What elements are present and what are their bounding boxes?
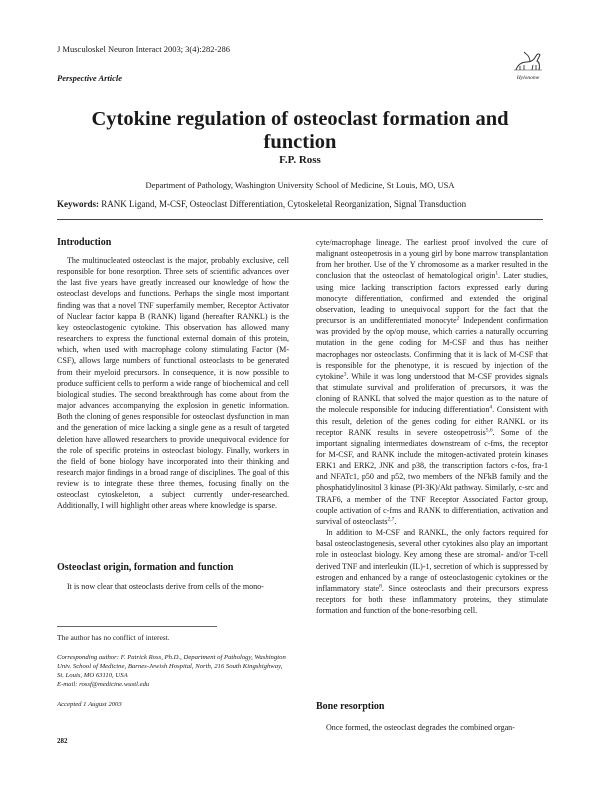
citation: 8 xyxy=(379,583,382,590)
conflict-statement: The author has no conflict of interest. xyxy=(57,633,170,642)
citation: 4 xyxy=(489,404,493,411)
resorption-text xyxy=(316,722,548,733)
footnote-divider xyxy=(57,626,217,627)
email: E-mail: rossf@medicine.wustl.edu xyxy=(57,681,150,688)
logo-text: Hylonome xyxy=(516,75,540,81)
corresponding-address: Corresponding author: F. Patrick Ross, Ph.D., Department of Pathology, Washington Univ. School of Medicine, Barnes-Jewish Hospital, North, 216 South Kingshighway, St. Louis, MO 63110, USA xyxy=(57,654,286,679)
text-run: cyte/macrophage lineage. The earliest proof involved the cure of malignant osteopetrosis in a young girl by bone marrow transplantation from her brother. Use of the Y chromosome as a marker resulted in the conclusion that the osteoclast of hematological origin xyxy=(316,238,548,281)
citation: 2 xyxy=(456,315,460,322)
section-heading-osteoclast-origin: Osteoclast origin, formation and function xyxy=(57,562,234,573)
article-title: Cytokine regulation of osteoclast formation and function xyxy=(91,108,509,153)
centaur-logo-icon xyxy=(508,48,548,76)
right-column-text xyxy=(316,237,548,616)
corresponding-author xyxy=(57,653,289,689)
keywords-label: Keywords: xyxy=(57,199,99,209)
text-run: . Since osteoclasts and their precursors express receptors for both these inflammatory proteins, they stimulate formation and function of the bone-resorbing cell. xyxy=(316,583,548,616)
citation: 1 xyxy=(495,270,499,277)
article-type: Perspective Article xyxy=(57,73,123,83)
paragraph: Once formed, the osteoclast degrades the combined organ- xyxy=(326,723,515,732)
author: F.P. Ross xyxy=(279,154,321,166)
paragraph xyxy=(316,237,548,527)
keywords xyxy=(57,199,543,209)
section-heading-bone-resorption: Bone resorption xyxy=(316,701,385,712)
paragraph: It is now clear that osteoclasts derive from cells of the mono- xyxy=(67,582,264,591)
citation: 2,7 xyxy=(387,516,395,523)
text-run: In addition to M-CSF and RANKL, the only factors required for basal osteoclastogenesis, several other cytokines also play an important role in osteoclast biology. Key among these are stromal- and/or T-cell derived TNF and interleukin (IL)-1, secretion of which is suppressed by estrogen and enhanced by a range of osteoclastogenic cytokines or the inflammatory state xyxy=(316,528,548,593)
text-run: . Some of the important signaling intermediates downstream of c-fms, the receptor for M-CSF, and RANK include the mitogen-activated protein kinases ERK1 and ERK2, JNK and p38, the transcription factors c-fos, fra-1 and NFATc1, p50 and p52, two members of the NFkB family and the phosphatidylinositol 3 kinase (PI-3K)/Akt pathway. Similarly, c-src and TRAF6, a member of the TNF Receptor Associated Factor group, couple activation of c-fms and RANK to differentiation, activation and survival of osteoclasts xyxy=(316,427,548,526)
introduction-text xyxy=(57,255,289,512)
text-run: Independent confirmation was provided by the op/op mouse, which carries a naturally occurring mutation in the gene coding for M-CSF and thus has neither macrophages nor osteoclasts. Confirming that it is lack of M-CSF that is responsible for the phenotype, it is rescued by injection of the cytokine xyxy=(316,316,548,381)
origin-text xyxy=(57,581,289,592)
paragraph: The multinucleated osteoclast is the major, probably exclusive, cell responsible for bone resorption. Three sets of scientific advances over the last five years have greatly increased our knowledge of how the osteoclast develops and functions. Perhaps the single most important finding was that a novel TNF superfamily member, Receptor Activator of Nuclear factor kappa B (RANK) ligand (hereafter RANKL) is the key osteoclastogenic cytokine. This observation has allowed many researchers to express the functional external domain of this protein, which, when used with macrophage colony stimulating Factor (M-CSF), allows large numbers of functional osteoclasts to be generated from their myeloid precursors. In consequence, it is now possible to produce sufficient cells to perform a wide range of biochemical and cell biological studies. The second breakthrough has come about from the major advances accompanying the explosion in genetic information. Both the cloning of genes responsible for osteoclast dysfunction in man and the generation of mice lacking a single gene as a result of targeted deletion have allowed researchers to provide unequivocal evidence for the role of specific proteins in osteoclast biology. Finally, workers in the field of bone biology have incorporated into their thinking and research major findings in a broad range of disciplines. The goal of this review is to integrate these three themes, focusing finally on the osteoclast cytoskeleton, a subject currently under-researched. Additionally, I will highlight other areas where knowledge is sparse. xyxy=(57,256,289,511)
journal-logo xyxy=(508,48,548,84)
section-heading-introduction: Introduction xyxy=(57,237,112,248)
journal-citation: J Musculoskel Neuron Interact 2003; 3(4):282-286 xyxy=(57,44,231,54)
accepted-date: Accepted 1 August 2003 xyxy=(57,701,122,708)
affiliation: Department of Pathology, Washington University School of Medicine, St Louis, MO, USA xyxy=(145,180,455,190)
keywords-text: RANK Ligand, M-CSF, Osteoclast Differentiation, Cytoskeletal Reorganization, Signal Transduction xyxy=(99,199,467,209)
text-run: . Consistent with this result, deletion of the genes coding for either RANKL or its receptor RANK results in severe osteopetrosis xyxy=(316,405,548,437)
text-run: . xyxy=(394,516,397,526)
citation: 5,6 xyxy=(485,426,493,433)
header-divider xyxy=(57,219,543,220)
page-number: 282 xyxy=(57,737,68,745)
paragraph xyxy=(316,527,548,616)
text-run: . While it was long understood that M-CSF provides signals that stimulate survival and proliferation of precursors, it was the cloning of RANKL that solved the major question as to the nature of the molecule responsible for inducing differentiation xyxy=(316,371,548,415)
citation: 3 xyxy=(343,371,347,378)
text-run: . Later studies, using mice lacking transcription factors expressed early during monocyte differentiation, confirmed and extended the original observation, leading to unequivocal support for the fact that the precursor is an undifferentiated monocyte xyxy=(316,271,548,326)
